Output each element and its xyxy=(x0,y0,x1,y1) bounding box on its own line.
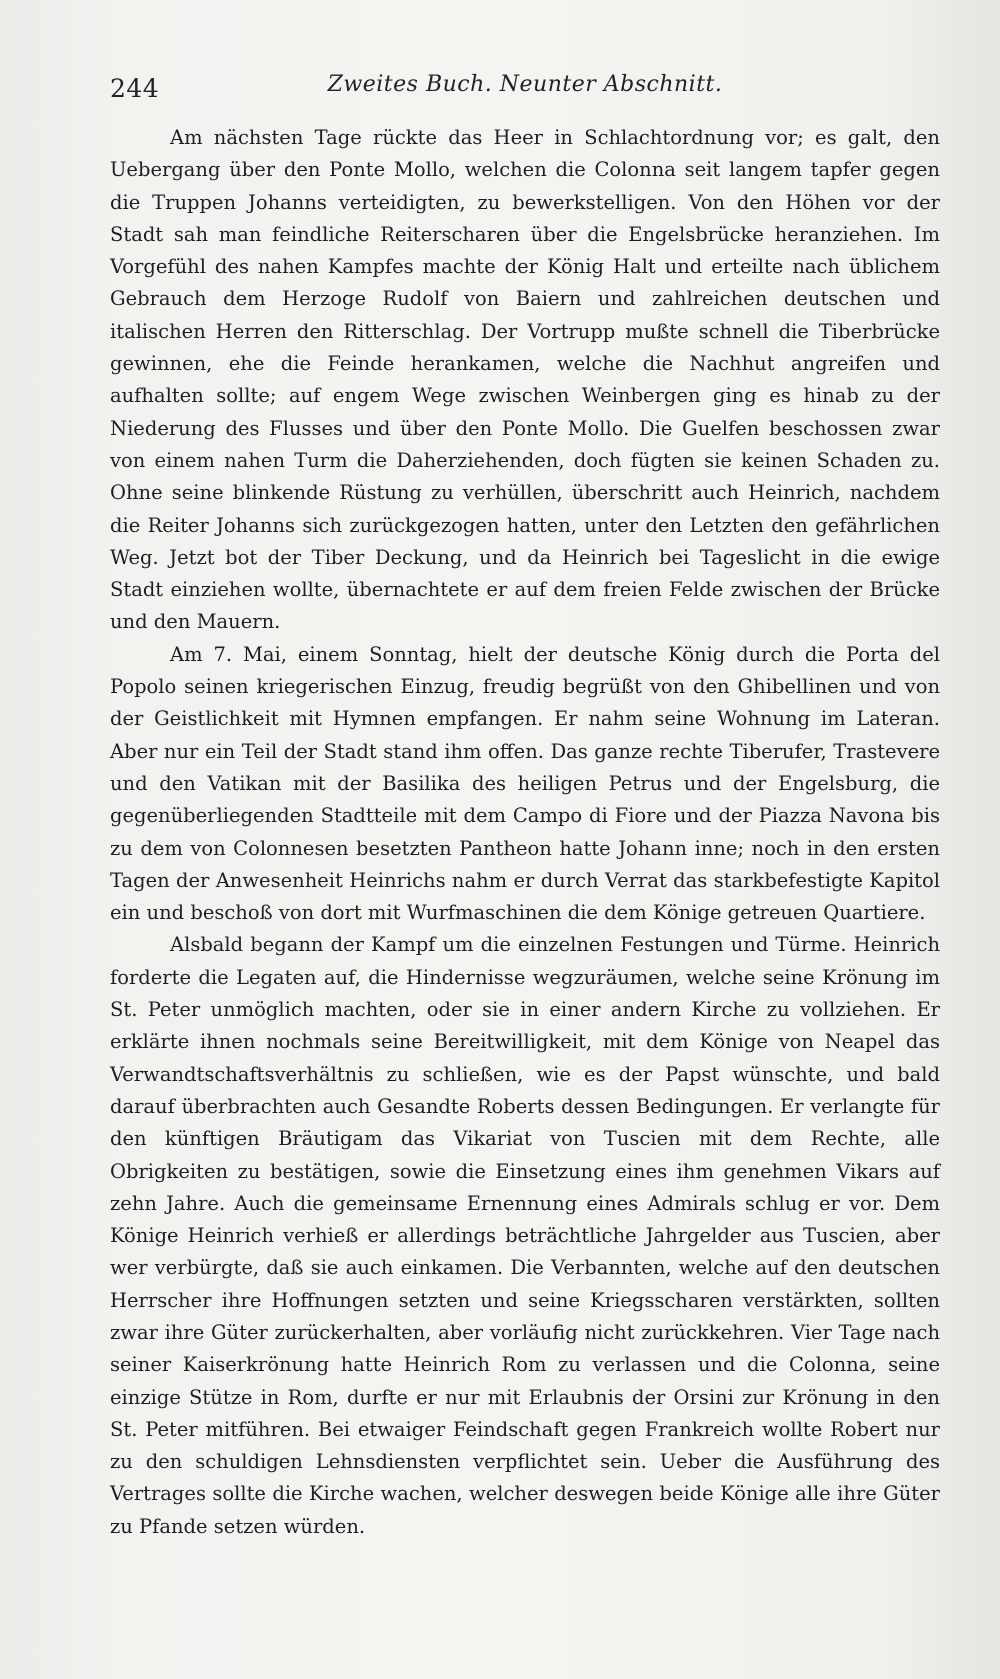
body-text xyxy=(110,122,940,1543)
paragraph-2: Am 7. Mai, einem Sonntag, hielt der deutsche König durch die Porta del Popolo seinen kriegerischen Einzug, freudig begrüßt von den Ghibellinen und von der Geistlichkeit mit Hymnen empfangen. Er nahm seine Wohnung im Lateran. Aber nur ein Teil der Stadt stand ihm offen. Das ganze rechte Tiberufer, Trastevere und den Vatikan mit der Basilika des heiligen Petrus und der Engelsburg, die gegenüberliegenden Stadtteile mit dem Campo di Fiore und der Piazza Navona bis zu dem von Colonnesen besetzten Pantheon hatte Johann inne; noch in den ersten Tagen der Anwesenheit Heinrichs nahm er durch Verrat das starkbefestigte Kapitol ein und beschoß von dort mit Wurfmaschinen die dem Könige getreuen Quartiere. xyxy=(110,642,940,925)
running-title: Zweites Buch. Neunter Abschnitt. xyxy=(327,72,723,97)
paragraph-1: Am nächsten Tage rückte das Heer in Schlachtordnung vor; es galt, den Uebergang über den Ponte Mollo, welchen die Colonna seit langem tapfer gegen die Truppen Johanns verteidigten, zu bewerkstelligen. Von den Höhen vor der Stadt sah man feindliche Reiterscharen über die Engelsbrücke heranziehen. Im Vorgefühl des nahen Kampfes machte der König Halt und erteilte nach üblichem Gebrauch dem Herzoge Rudolf von Baiern und zahlreichen deutschen und italischen Herren den Ritterschlag. Der Vortrupp mußte schnell die Tiberbrücke gewinnen, ehe die Feinde herankamen, welche die Nachhut angreifen und aufhalten sollte; auf engem Wege zwischen Weinbergen ging es hinab zu der Niederung des Flusses und über den Ponte Mollo. Die Guelfen beschossen zwar von einem nahen Turm die Daherziehenden, doch fügten sie keinen Schaden zu. Ohne seine blinkende Rüstung zu verhüllen, überschritt auch Heinrich, nachdem die Reiter Johanns sich zurückgezogen hatten, unter den Letzten den gefährlichen Weg. Jetzt bot der Tiber Deckung, und da Heinrich bei Tageslicht in die ewige Stadt einziehen wollte, übernachtete er auf dem freien Felde zwischen der Brücke und den Mauern. xyxy=(110,126,940,634)
paragraph-3: Alsbald begann der Kampf um die einzelnen Festungen und Türme. Heinrich forderte die Legaten auf, die Hindernisse wegzuräumen, welche seine Krönung im St. Peter unmöglich machten, oder sie in einer andern Kirche zu vollziehen. Er erklärte ihnen nochmals seine Bereitwilligkeit, mit dem Könige von Neapel das Verwandtschaftsverhältnis zu schließen, wie es der Papst wünschte, und bald darauf überbrachten auch Gesandte Roberts dessen Bedingungen. Er verlangte für den künftigen Bräutigam das Vikariat von Tuscien mit dem Rechte, alle Obrigkeiten zu bestätigen, sowie die Einsetzung eines ihm genehmen Vikars auf zehn Jahre. Auch die gemeinsame Ernennung eines Admirals schlug er vor. Dem Könige Heinrich verhieß er allerdings beträchtliche Jahrgelder aus Tuscien, aber wer verbürgte, daß sie auch einkamen. Die Verbannten, welche auf den deutschen Herrscher ihre Hoffnungen setzten und seine Kriegsscharen verstärkten, sollten zwar ihre Güter zurückerhalten, aber vorläufig nicht zurückkehren. Vier Tage nach seiner Kaiserkrönung hatte Heinrich Rom zu verlassen und die Colonna, seine einzige Stütze in Rom, durfte er nur mit Erlaubnis der Orsini zur Krönung in den St. Peter mitführen. Bei etwaiger Feindschaft gegen Frankreich wollte Robert nur zu den schuldigen Lehnsdiensten verpflichtet sein. Ueber die Ausführung des Vertrages sollte die Kirche wachen, welcher deswegen beide Könige alle ihre Güter zu Pfande setzen würden. xyxy=(110,933,940,1538)
page-header xyxy=(110,72,940,112)
page-number: 244 xyxy=(110,74,160,103)
